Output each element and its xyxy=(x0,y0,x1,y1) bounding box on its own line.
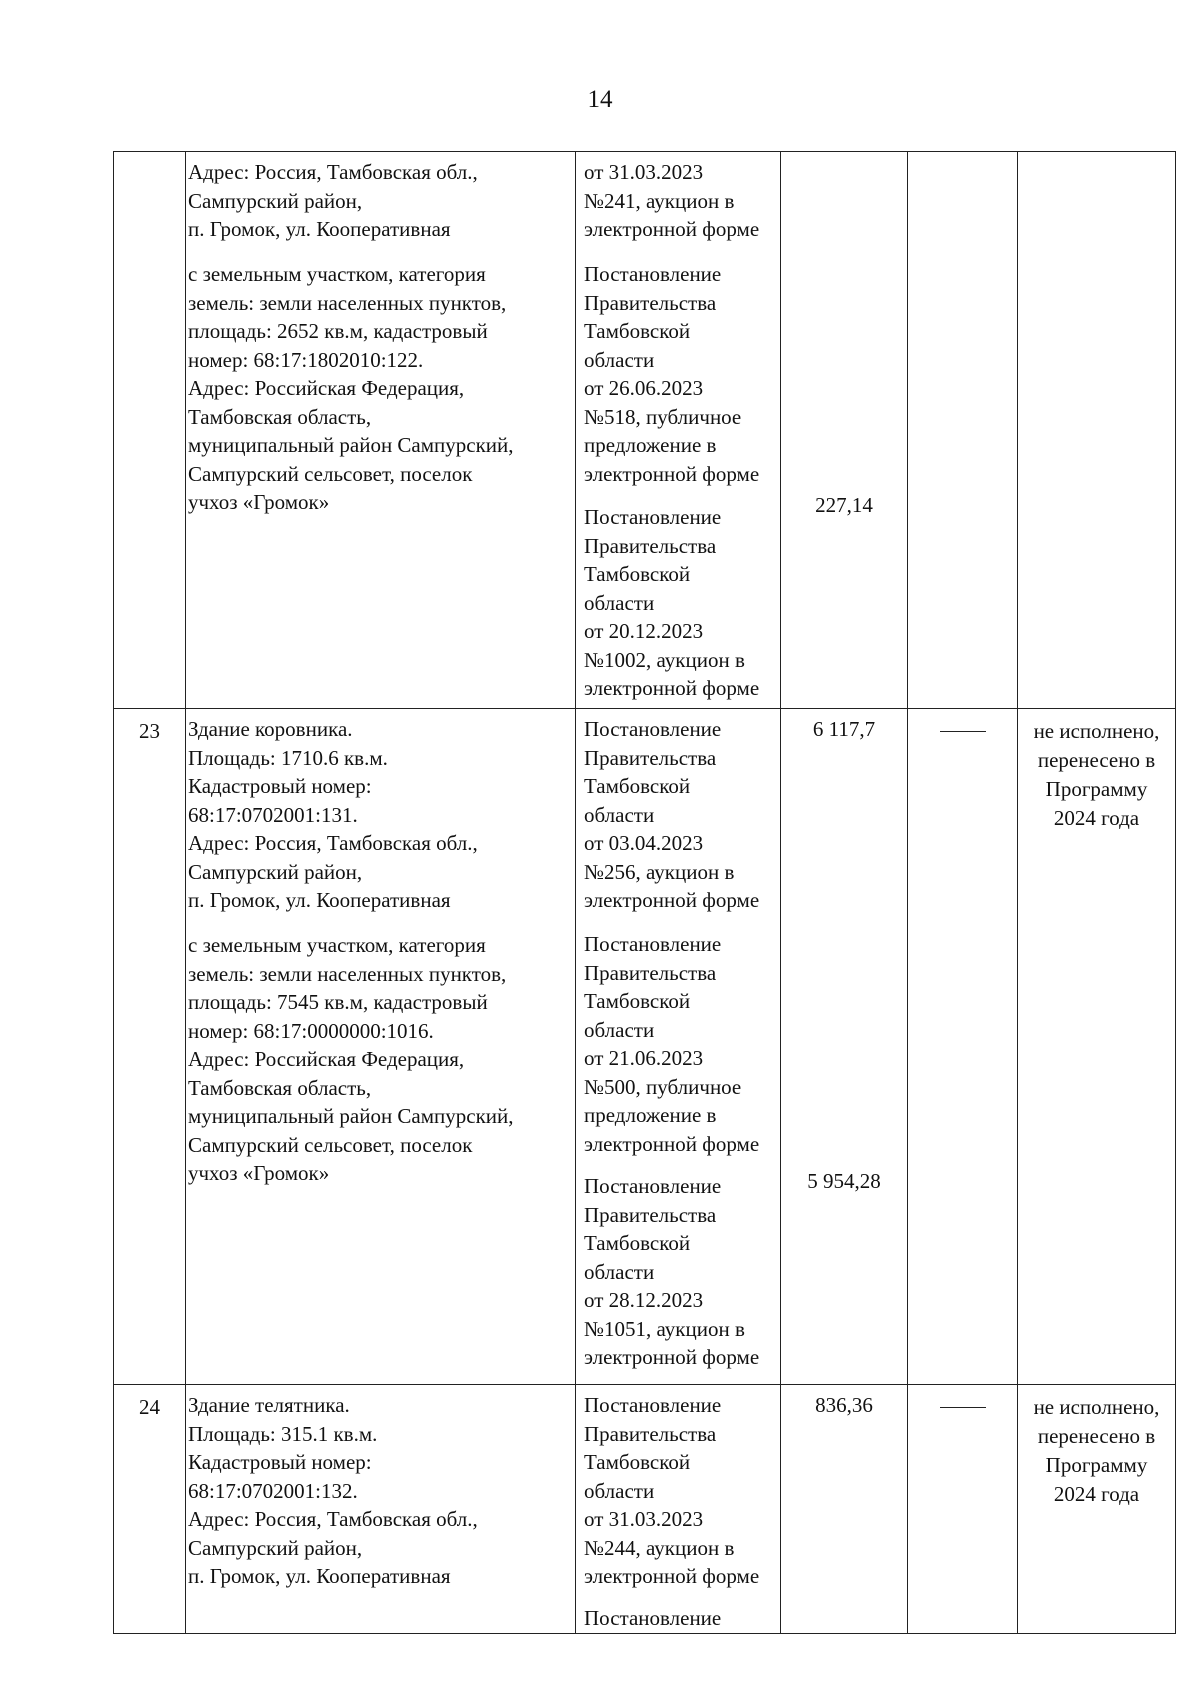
amount-value: 6 117,7 xyxy=(812,717,876,741)
object-description: Здание коровника. Площадь: 1710.6 кв.м. Кадастровый номер: 68:17:0702001:131. Адрес: Россия, Тамбовская обл., Сампурский район, п. Громок, ул. Кооперативная xyxy=(188,717,478,912)
status-cell xyxy=(1018,709,1176,1385)
row-number-cell xyxy=(114,152,186,709)
amount-value: 836,36 xyxy=(815,1393,873,1417)
resolution-text: Постановление Правительства Тамбовской области от 20.12.2023 №1002, аукцион в электронной форме xyxy=(584,505,760,700)
resolution-cell xyxy=(576,709,781,1385)
description-cell xyxy=(186,709,576,1385)
amount-cell xyxy=(781,709,908,1385)
resolution-text: Постановление Правительства Тамбовской области от 03.04.2023 №256, аукцион в электронной форме xyxy=(584,717,760,912)
object-description: Здание телятника. Площадь: 315.1 кв.м. Кадастровый номер: 68:17:0702001:132. Адрес: Россия, Тамбовская обл., Сампурский район, п. Громок, ул. Кооперативная xyxy=(188,1393,478,1588)
resolution-text: Постановление Правительства Тамбовской области от 21.06.2023 №500, публичное предложение в электронной форме xyxy=(584,932,760,1156)
empty-cell xyxy=(908,152,1018,709)
amount-value xyxy=(781,152,907,491)
resolution-text: Постановление Правительства Тамбовской области от 26.06.2023 №518, публичное предложение в электронной форме xyxy=(584,262,760,486)
status-text: не исполнено, перенесено в Программу 2024 года xyxy=(1033,719,1160,830)
dash-cell xyxy=(908,709,1018,1385)
description-cell xyxy=(186,1385,576,1634)
resolution-text: Постановление xyxy=(584,1606,722,1630)
row-number: 23 xyxy=(139,719,160,743)
status-text xyxy=(1018,152,1175,160)
object-address: Адрес: Россия, Тамбовская обл., Сампурский район, п. Громок, ул. Кооперативная xyxy=(188,160,478,241)
status-cell xyxy=(1018,1385,1176,1634)
status-cell xyxy=(1018,152,1176,709)
resolution-text: от 31.03.2023 №241, аукцион в электронной форме xyxy=(584,160,760,241)
table-row xyxy=(114,152,1176,709)
table-row xyxy=(114,709,1176,1385)
dash-mark xyxy=(940,731,986,732)
resolution-cell xyxy=(576,1385,781,1634)
dash-cell xyxy=(908,1385,1018,1634)
page-number: 14 xyxy=(587,86,613,113)
resolution-cell xyxy=(576,152,781,709)
land-plot-description: с земельным участком, категория земель: земли населенных пунктов, площадь: 2652 кв.м, кадастровый номер: 68:17:1802010:122. Адрес: Российская Федерация, Тамбовская область, муниципальный район Сампурский, Сампурский сельсовет, поселок учхоз «Громок» xyxy=(188,262,514,514)
resolution-text: Постановление Правительства Тамбовской области от 31.03.2023 №244, аукцион в электронной форме xyxy=(584,1393,760,1588)
amount-cell xyxy=(781,152,908,709)
amount-value: 5 954,28 xyxy=(807,1169,881,1193)
property-table xyxy=(113,151,1176,1634)
description-cell xyxy=(186,152,576,709)
amount-value: 227,14 xyxy=(815,493,873,517)
row-number-cell xyxy=(114,1385,186,1634)
row-number-cell xyxy=(114,709,186,1385)
table-row xyxy=(114,1385,1176,1634)
row-number: 24 xyxy=(139,1395,160,1419)
resolution-text: Постановление Правительства Тамбовской области от 28.12.2023 №1051, аукцион в электронной форме xyxy=(584,1174,760,1369)
amount-cell xyxy=(781,1385,908,1634)
land-plot-description: с земельным участком, категория земель: земли населенных пунктов, площадь: 7545 кв.м, кадастровый номер: 68:17:0000000:1016. Адрес: Российская Федерация, Тамбовская область, муниципальный район Сампурский, Сампурский сельсовет, поселок учхоз «Громок» xyxy=(188,933,514,1185)
dash-mark xyxy=(940,1407,986,1408)
status-text: не исполнено, перенесено в Программу 2024 года xyxy=(1033,1395,1160,1506)
row-number xyxy=(114,152,185,160)
